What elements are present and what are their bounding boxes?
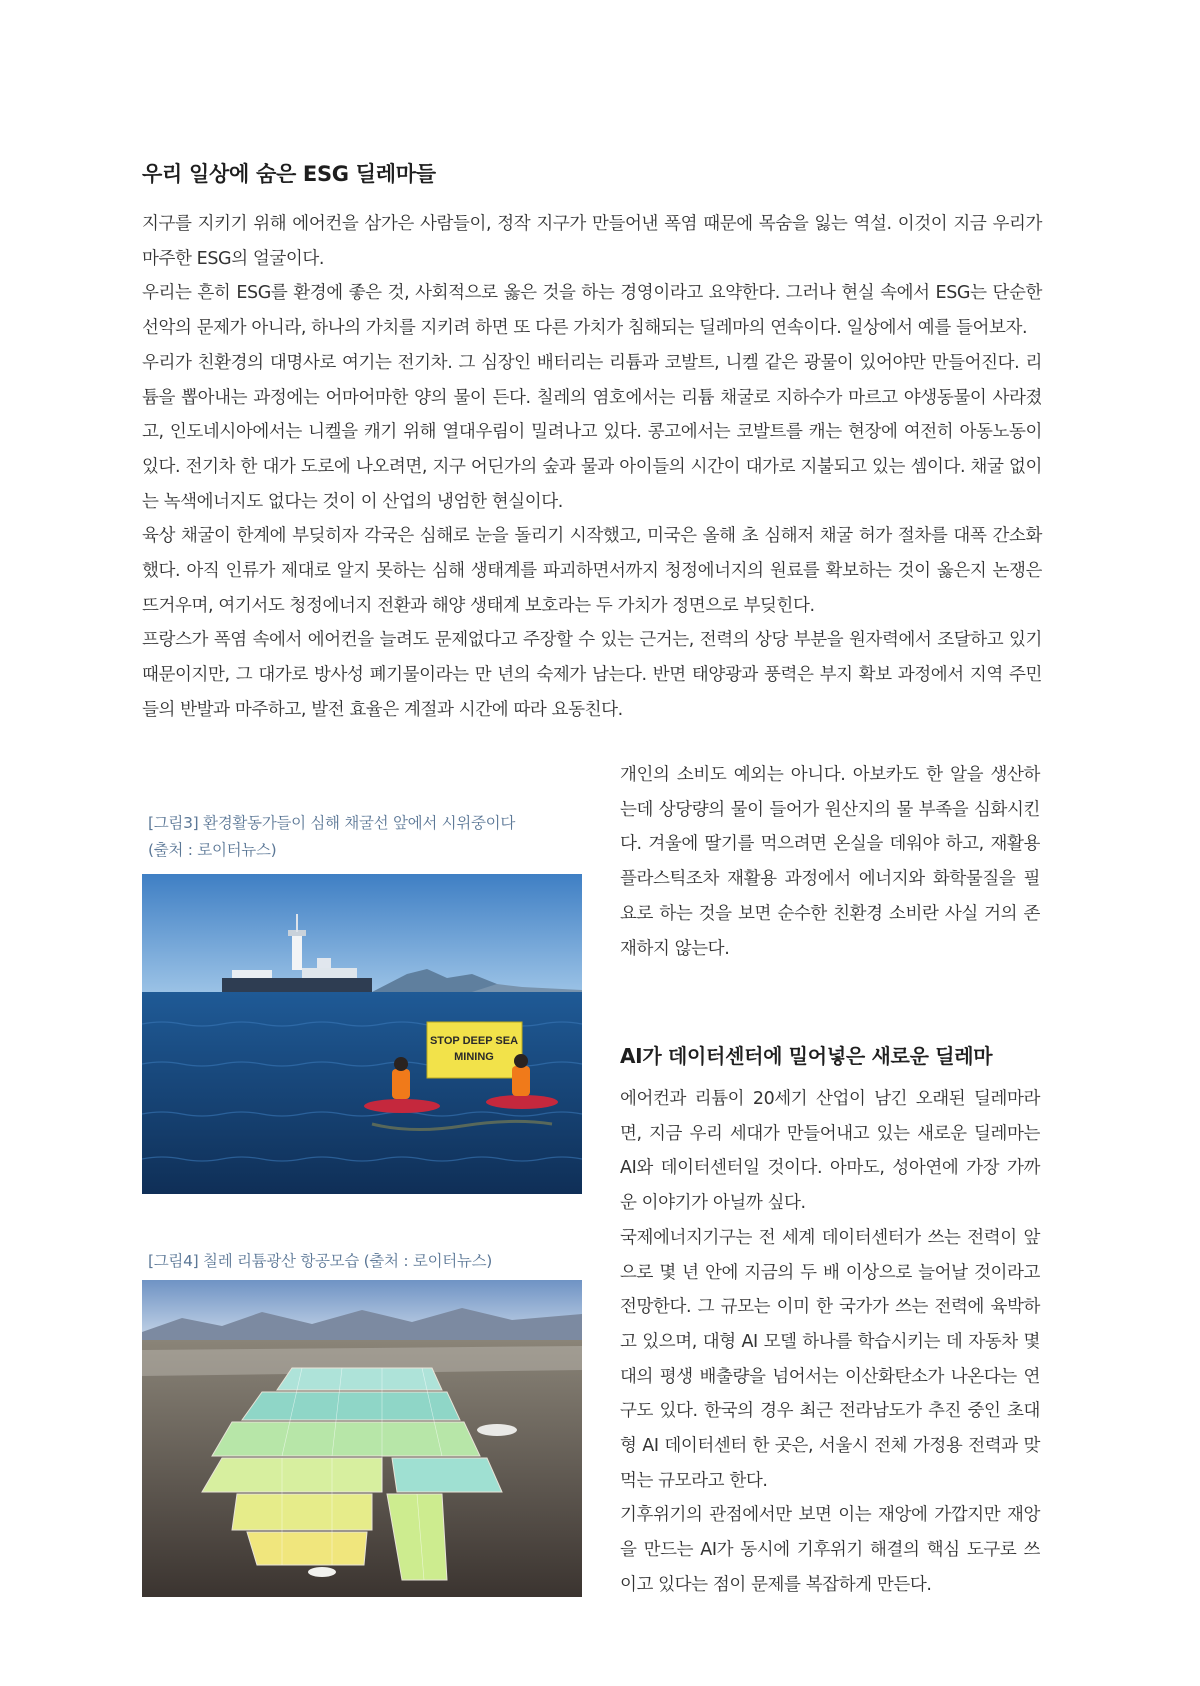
svg-text:MINING: MINING <box>454 1051 494 1063</box>
intro-paragraph-4: 육상 채굴이 한계에 부딪히자 각국은 심해로 눈을 돌리기 시작했고, 미국은 올해 초 심해저 채굴 허가 절차를 대폭 간소화했다. 아직 인류가 제대로 알지 못하는 심해 생태계를 파괴하면서까지 청정에너지의 원료를 확보하는 것이 옳은지 논쟁은 뜨거우며, 여기서도 청정에너지 전환과 해양 생태계 보호라는 두 가치가 정면으로 부딪힌다. <box>142 526 1042 616</box>
deep-sea-protest-illustration <box>142 874 582 1194</box>
right-column-upper <box>620 758 1040 966</box>
right-paragraph-ai-2: 국제에너지기구는 전 세계 데이터센터가 쓰는 전력이 앞으로 몇 년 안에 지금의 두 배 이상으로 늘어날 것이라고 전망한다. 그 규모는 이미 한 국가가 쓰는 전력에 육박하고 있으며, 대형 AI 모델 하나를 학습시키는 데 자동차 몇 대의 평생 배출량을 넘어서는 이산화탄소가 나온다는 연구도 있다. 한국의 경우 최근 전라남도가 추진 중인 초대형 AI 데이터센터 한 곳은, 서울시 전체 가정용 전력과 맞먹는 규모라고 한다. <box>620 1227 1040 1491</box>
figure-4-photo <box>142 1280 582 1597</box>
figure-3-caption-title: [그림3] 환경활동가들이 심해 채굴선 앞에서 시위중이다 <box>148 814 515 832</box>
article-title: 우리 일상에 숨은 ESG 딜레마들 <box>142 162 436 186</box>
intro-section <box>142 207 1042 728</box>
intro-paragraph-5: 프랑스가 폭염 속에서 에어컨을 늘려도 문제없다고 주장할 수 있는 근거는, 전력의 상당 부분을 원자력에서 조달하고 있기 때문이지만, 그 대가로 방사성 폐기물이라는 만 년의 숙제가 남는다. 반면 태양광과 풍력은 부지 확보 과정에서 지역 주민들의 반발과 마주하고, 발전 효율은 계절과 시간에 따라 요동친다. <box>142 630 1042 720</box>
figure-3-photo <box>142 874 582 1194</box>
section-subtitle: AI가 데이터센터에 밀어넣은 새로운 딜레마 <box>620 1044 993 1068</box>
figure-4-caption: [그림4] 칠레 리튬광산 항공모습 (출처 : 로이터뉴스) <box>148 1252 493 1270</box>
figure-3-caption <box>148 810 588 864</box>
protest-banner <box>427 1022 522 1078</box>
figure-3-caption-source: (출처 : 로이터뉴스) <box>148 841 277 859</box>
svg-text:STOP DEEP SEA: STOP DEEP SEA <box>429 1035 519 1047</box>
intro-paragraph-1: 지구를 지키기 위해 에어컨을 삼가은 사람들이, 정작 지구가 만들어낸 폭염 때문에 목숨을 잃는 역설. 이것이 지금 우리가 마주한 ESG의 얼굴이다. <box>142 214 1042 269</box>
right-paragraph-ai-3: 기후위기의 관점에서만 보면 이는 재앙에 가깝지만 재앙을 만드는 AI가 동시에 기후위기 해결의 핵심 도구로 쓰이고 있다는 점이 문제를 복잡하게 만든다. <box>620 1505 1040 1595</box>
right-column-lower <box>620 1082 1040 1603</box>
right-paragraph-ai-1: 에어컨과 리튬이 20세기 산업이 남긴 오래된 딜레마라면, 지금 우리 세대가 만들어내고 있는 새로운 딜레마는 AI와 데이터센터일 것이다. 아마도, 성아연에 가장 가까운 이야기가 아닐까 싶다. <box>620 1089 1040 1214</box>
intro-paragraph-2: 우리는 흔히 ESG를 환경에 좋은 것, 사회적으로 옳은 것을 하는 경영이라고 요약한다. 그러나 현실 속에서 ESG는 단순한 선악의 문제가 아니라, 하나의 가치를 지키려 하면 또 다른 가치가 침해되는 딜레마의 연속이다. 일상에서 예를 들어보자. <box>142 283 1042 339</box>
right-paragraph-consumption: 개인의 소비도 예외는 아니다. 아보카도 한 알을 생산하는데 상당량의 물이 들어가 원산지의 물 부족을 심화시킨다. 겨울에 딸기를 먹으려면 온실을 데워야 하고, 재활용 플라스틱조차 재활용 과정에서 에너지와 화학물질을 필요로 하는 것을 보면 순수한 친환경 소비란 사실 거의 존재하지 않는다. <box>620 765 1040 959</box>
lithium-mine-aerial-illustration <box>142 1280 582 1597</box>
intro-paragraph-3: 우리가 친환경의 대명사로 여기는 전기차. 그 심장인 배터리는 리튬과 코발트, 니켈 같은 광물이 있어야만 만들어진다. 리튬을 뽑아내는 과정에는 어마어마한 양의 물이 든다. 칠레의 염호에서는 리튬 채굴로 지하수가 마르고 야생동물이 사라졌고, 인도네시아에서는 니켈을 캐기 위해 열대우림이 밀려나고 있다. 콩고에서는 코발트를 캐는 현장에 여전히 아동노동이 있다. 전기차 한 대가 도로에 나오려면, 지구 어딘가의 숲과 물과 아이들의 시간이 대가로 지불되고 있는 셈이다. 채굴 없이는 녹색에너지도 없다는 것이 이 산업의 냉엄한 현실이다. <box>142 352 1042 512</box>
